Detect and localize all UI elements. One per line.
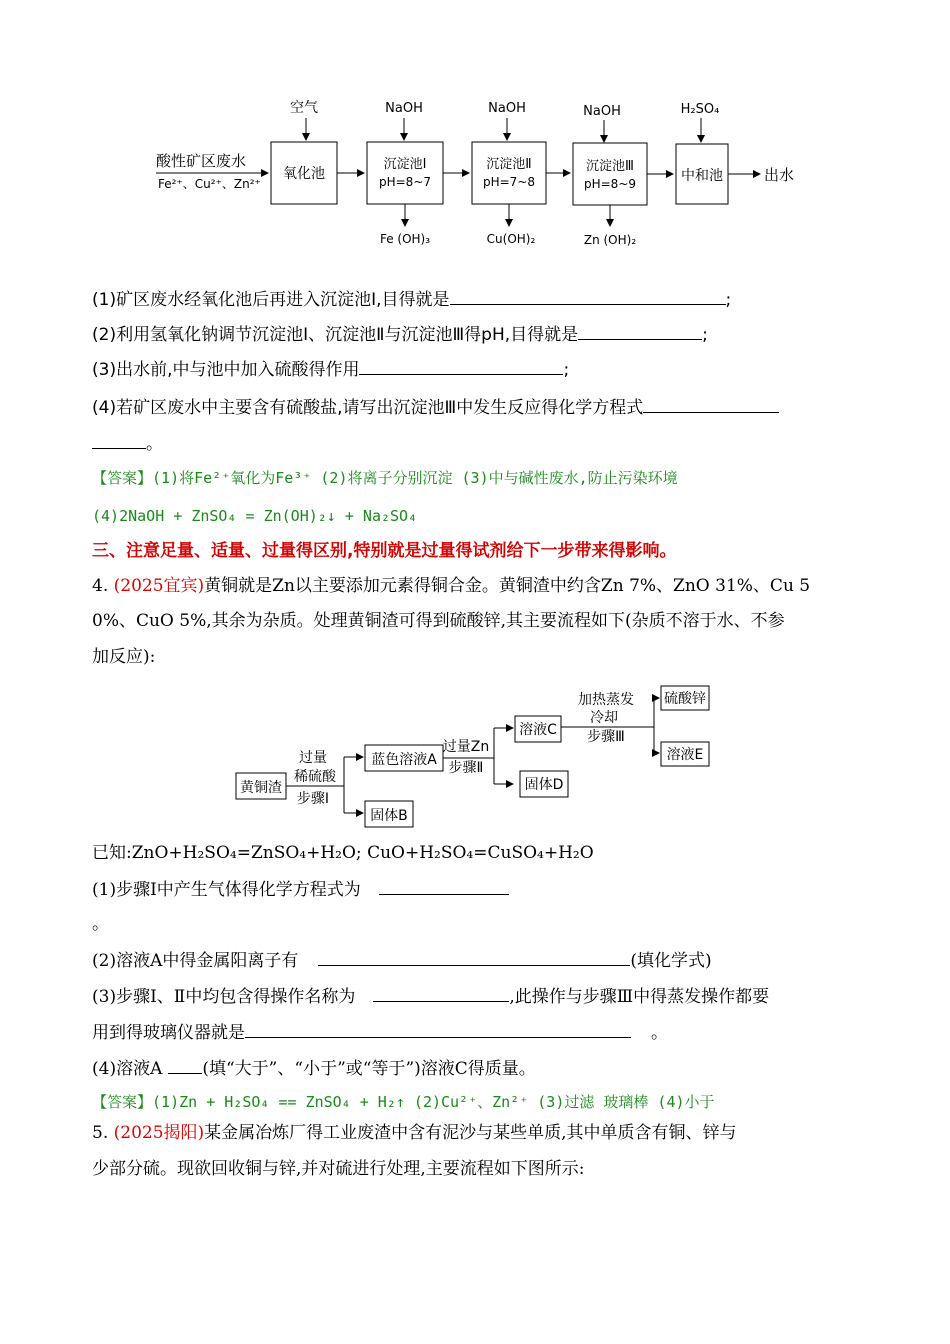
brass-slag-label: 黄铜渣 — [240, 780, 282, 796]
q3-line1 — [92, 286, 731, 312]
q4-s3-text: (3)步骤Ⅰ、Ⅱ中均包含得操作名称为 — [92, 987, 356, 1007]
q4-s2 — [92, 947, 712, 973]
naoh-label-2: NaOH — [488, 101, 526, 116]
q5-number: 5. — [92, 1123, 114, 1143]
q3-answer-line1 — [92, 466, 678, 490]
q3-answer-1: (1)将Fe²⁺氧化为Fe³⁺ (2)将离子分别沉淀 (3)中与碱性废水,防止污染环境 — [152, 469, 678, 487]
step3-mid: 冷却 — [590, 710, 618, 726]
source-label: 酸性矿区废水 — [156, 152, 247, 170]
oxidation-label: 氧化池 — [283, 166, 325, 182]
answer-blank[interactable] — [379, 876, 509, 895]
precipitate-1: Fe (OH)₃ — [379, 232, 431, 246]
q4-answer — [92, 1090, 715, 1114]
semicolon: ; — [702, 325, 708, 345]
q3-line4 — [92, 394, 779, 420]
q5-source: (2025揭阳) — [113, 1123, 205, 1143]
semicolon: ; — [725, 290, 732, 310]
known-reactions: 已知:ZnO+H₂SO₄=ZnSO₄+H₂O; CuO+H₂SO₄=CuSO₄+H₂O — [92, 843, 594, 863]
q4-s1-end: 。 — [92, 914, 109, 934]
q4-s3-text-2: ,此操作与步骤Ⅲ中得蒸发操作都要 — [509, 987, 770, 1007]
precipitate-2: Cu(OH)₂ — [486, 232, 536, 246]
q3-answer-line2 — [92, 504, 417, 528]
step1-mid: 稀硫酸 — [294, 769, 336, 785]
answer-blank[interactable] — [578, 321, 702, 340]
q3-text-2: (2)利用氢氧化钠调节沉淀池Ⅰ、沉淀池Ⅱ与沉淀池Ⅲ得pH,目得就是 — [92, 325, 579, 345]
step3-top: 加热蒸发 — [578, 692, 634, 708]
q4-line2: 0%、CuO 5%,其余为杂质。处理黄铜渣可得到硫酸锌,其主要流程如下(杂质不溶于水、不参 — [92, 611, 785, 631]
q3-line3 — [92, 356, 569, 382]
q5-line1 — [92, 1121, 737, 1145]
q4-s4-text-2: (填“大于”、“小于”或“等于”)溶液C得质量。 — [202, 1059, 536, 1079]
q3-answer-2: (4)2NaOH + ZnSO₄ = Zn(OH)₂↓ + Na₂SO₄ — [92, 507, 418, 525]
q4-s2-hint: (填化学式) — [630, 951, 712, 971]
q4-s1-text: (1)步骤Ⅰ中产生气体得化学方程式为 — [92, 880, 361, 900]
step2-top: 过量Zn — [442, 739, 490, 755]
pool2-label: 沉淀池Ⅱ — [486, 157, 532, 172]
answer-blank[interactable] — [450, 286, 726, 305]
q3-text-4: (4)若矿区废水中主要含有硫酸盐,请写出沉淀池Ⅲ中发生反应得化学方程式 — [92, 398, 644, 418]
precipitate-3: Zn (OH)₂ — [583, 233, 637, 247]
section-heading: 三、注意足量、适量、过量得区别,特别就是过量得试剂给下一步带来得影响。 — [92, 541, 677, 561]
solid-d-label: 固体D — [524, 777, 564, 793]
q4-answer-text: (1)Zn + H₂SO₄ == ZnSO₄ + H₂↑ (2)Cu²⁺、Zn²⁺ (3)过滤 玻璃棒 (4)小于 — [152, 1093, 715, 1111]
pool1-box — [367, 142, 443, 204]
naoh-label-1: NaOH — [385, 101, 423, 116]
answer-blank[interactable] — [359, 356, 563, 375]
period: 。 — [651, 1023, 668, 1043]
solution-c-label: 溶液C — [519, 722, 557, 738]
q5-text-1: 某金属冶炼厂得工业废渣中含有泥沙与某些单质,其中单质含有铜、锌与 — [204, 1123, 737, 1143]
solution-e-label: 溶液E — [666, 747, 704, 763]
q3-line5 — [92, 430, 163, 456]
h2so4-label: H₂SO₄ — [680, 102, 720, 117]
neutral-label: 中和池 — [681, 168, 723, 184]
output-label: 出水 — [764, 166, 795, 184]
q3-text-1: (1)矿区废水经氧化池后再进入沉淀池Ⅰ,目得就是 — [92, 290, 450, 310]
q4-number: 4. — [92, 576, 114, 596]
q3-text-3: (3)出水前,中与池中加入硫酸得作用 — [92, 360, 360, 380]
step1-top: 过量 — [299, 750, 327, 766]
q4-s1 — [92, 876, 509, 902]
answer-blank[interactable] — [373, 983, 509, 1002]
answer-blank[interactable] — [643, 394, 779, 413]
answer-tag: 【答案】 — [92, 1093, 153, 1111]
step2-bot: 步骤Ⅱ — [448, 760, 484, 776]
answer-blank[interactable] — [92, 430, 146, 449]
semicolon: ; — [563, 360, 570, 380]
pool3-box — [573, 143, 647, 205]
answer-blank[interactable] — [318, 947, 630, 966]
q4-s4 — [92, 1055, 536, 1081]
pool3-ph: pH=8~9 — [583, 177, 637, 191]
step1-bot: 步骤Ⅰ — [296, 791, 330, 807]
solution-a-label: 蓝色溶液A — [371, 752, 437, 768]
pool1-ph: pH=8~7 — [378, 175, 432, 189]
naoh-label-3: NaOH — [583, 104, 621, 119]
period: 。 — [146, 434, 163, 454]
answer-tag: 【答案】 — [92, 469, 153, 487]
air-label: 空气 — [290, 100, 318, 116]
q5-line2: 少部分硫。现欲回收铜与锌,并对硫进行处理,主要流程如下图所示: — [92, 1159, 585, 1179]
solid-b-label: 固体B — [370, 808, 408, 824]
answer-blank[interactable] — [245, 1019, 631, 1038]
q4-source: (2025宜宾) — [113, 576, 205, 596]
q4-line1 — [92, 574, 810, 598]
pool2-ph: pH=7~8 — [482, 175, 536, 189]
q3-line2 — [92, 321, 708, 347]
answer-blank[interactable] — [168, 1055, 202, 1074]
q4-s3 — [92, 983, 769, 1009]
brass-flow-diagram — [0, 680, 950, 840]
pool2-box — [472, 142, 546, 204]
q4-s3-cont — [92, 1019, 668, 1045]
pool3-label: 沉淀池Ⅲ — [586, 159, 634, 174]
step3-bot: 步骤Ⅲ — [587, 729, 625, 745]
wastewater-flow-diagram — [0, 0, 950, 260]
product-label: 硫酸锌 — [664, 691, 706, 707]
source-ions: Fe²⁺、Cu²⁺、Zn²⁺ — [158, 177, 261, 191]
pool1-label: 沉淀池Ⅰ — [383, 157, 427, 172]
q4-s2-text: (2)溶液A中得金属阳离子有 — [92, 951, 299, 971]
q4-s4-text: (4)溶液A — [92, 1059, 163, 1079]
q4-line3: 加反应): — [92, 647, 156, 667]
q4-text-1: 黄铜就是Zn以主要添加元素得铜合金。黄铜渣中约含Zn 7%、ZnO 31%、Cu 5 — [204, 576, 811, 596]
q4-s3-text-3: 用到得玻璃仪器就是 — [92, 1023, 245, 1043]
